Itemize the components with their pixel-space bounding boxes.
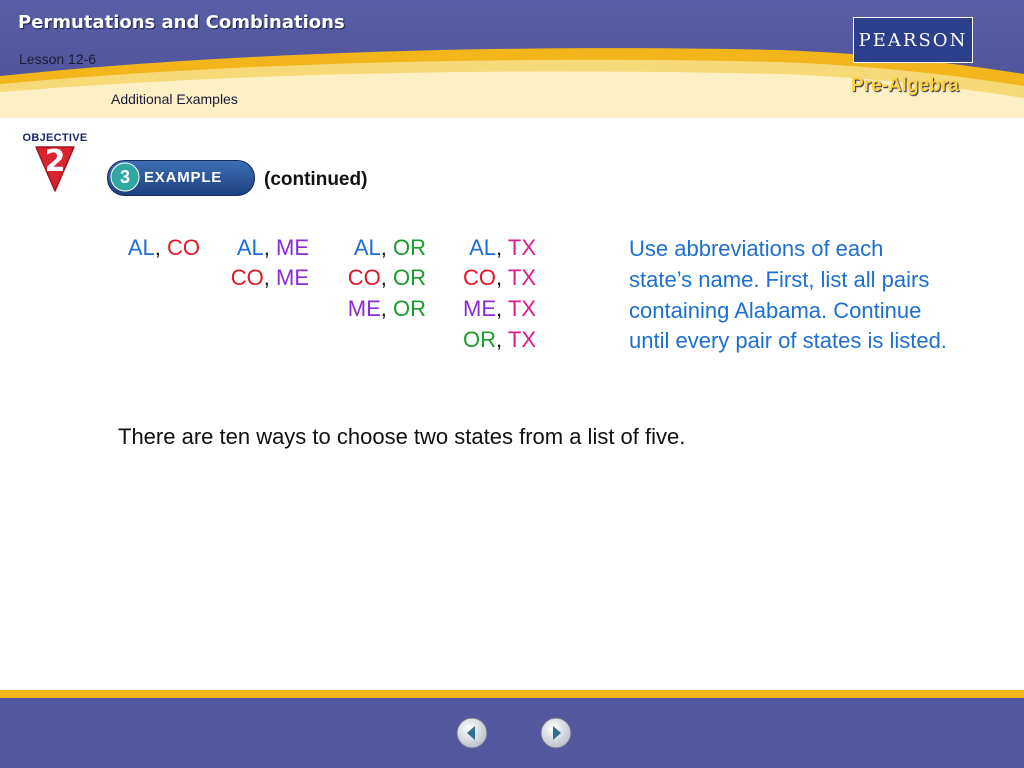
pearson-logo	[853, 17, 973, 63]
objective-badge	[18, 132, 92, 194]
objective-label: OBJECTIVE	[22, 132, 88, 144]
conclusion-text: There are ten ways to choose two states from a list of five.	[118, 424, 686, 449]
state-abbr: AL	[469, 235, 497, 260]
state-abbr: ME	[463, 296, 497, 321]
lesson-label: Lesson 12-6	[19, 51, 97, 67]
footer-accent-line	[0, 690, 1024, 698]
state-abbr: ME	[347, 296, 381, 321]
pair-separator: ,	[496, 327, 508, 352]
state-abbr: OR	[393, 296, 426, 321]
continued-label: (continued)	[264, 169, 368, 190]
state-abbr: CO	[230, 265, 264, 290]
state-abbr: CO	[463, 265, 497, 290]
course-title: Permutations and Combinations	[18, 12, 345, 33]
state-abbr: TX	[507, 265, 536, 290]
example-label: EXAMPLE	[144, 169, 223, 186]
right-arrow-icon	[540, 717, 572, 749]
pair-co-tx	[436, 266, 536, 290]
state-abbr: AL	[127, 235, 155, 260]
pair-separator: ,	[154, 235, 167, 260]
pair-co-me	[209, 266, 309, 290]
left-arrow-icon	[456, 717, 488, 749]
pair-al-or	[326, 236, 426, 260]
pair-al-me	[209, 236, 309, 260]
pair-al-co	[100, 236, 200, 260]
state-abbr: TX	[507, 327, 536, 352]
pair-separator: ,	[496, 235, 508, 260]
state-abbr: CO	[347, 265, 381, 290]
state-abbr: ME	[276, 265, 309, 290]
pair-co-or	[326, 266, 426, 290]
pair-me-tx	[436, 297, 536, 321]
state-abbr: TX	[507, 235, 536, 260]
state-abbr: OR	[393, 265, 426, 290]
pair-separator: ,	[380, 296, 393, 321]
objective-number: 2	[44, 144, 66, 179]
section-subtitle: Additional Examples	[111, 91, 238, 107]
state-abbr: ME	[276, 235, 309, 260]
pair-separator: ,	[380, 265, 393, 290]
state-abbr: OR	[463, 327, 497, 352]
pair-separator: ,	[263, 265, 276, 290]
header-banner	[0, 0, 1024, 118]
pair-al-tx	[436, 236, 536, 260]
state-abbr: CO	[167, 235, 200, 260]
logo-text: PEARSON	[858, 29, 968, 51]
example-number: 3	[119, 167, 130, 187]
pair-separator: ,	[263, 235, 276, 260]
state-abbr: TX	[507, 296, 536, 321]
pair-separator: ,	[496, 296, 508, 321]
explanation-text: Use abbreviations of each state’s name. First, list all pairs containing Alabama. Continue until every pair of states is listed.	[629, 236, 947, 354]
pair-or-tx	[436, 328, 536, 352]
state-abbr: AL	[236, 235, 264, 260]
pair-separator: ,	[496, 265, 508, 290]
state-abbr: AL	[353, 235, 381, 260]
pair-separator: ,	[380, 235, 393, 260]
book-title: Pre-Algebra	[851, 75, 959, 96]
previous-button[interactable]	[456, 717, 488, 749]
state-abbr: OR	[393, 235, 426, 260]
example-badge	[107, 160, 255, 196]
footer-bar	[0, 698, 1024, 768]
next-button[interactable]	[540, 717, 572, 749]
pair-me-or	[326, 297, 426, 321]
